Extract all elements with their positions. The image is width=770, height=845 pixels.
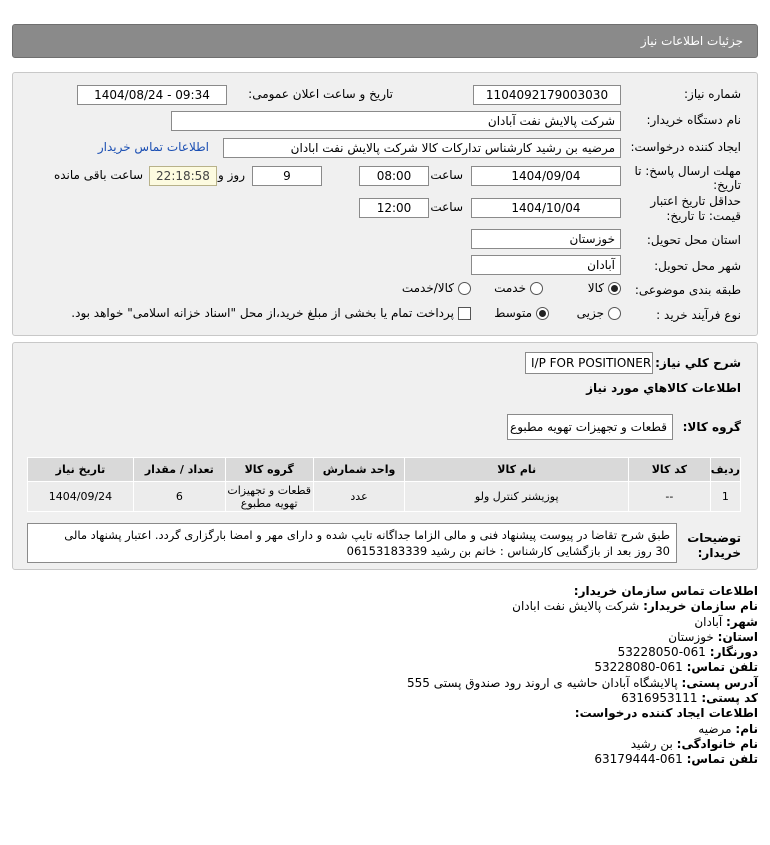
buyer-notes-line1: طبق شرح تقاضا در پیوست پیشنهاد فنی و مالی الزاما جداگانه تایپ شده و دارای مهر و امضا بارگزاری گردد. اعتبار پشنهاد مالی: [64, 528, 670, 542]
category-option-service[interactable]: خدمت: [494, 281, 543, 295]
col-name: نام کالا: [405, 458, 628, 482]
process-label: نوع فرآیند خرید :: [656, 308, 741, 322]
page-header: [12, 24, 758, 58]
city-label: شهر محل تحویل:: [654, 259, 741, 273]
col-date: تاریخ نیاز: [28, 458, 134, 482]
goods-info-title: اطلاعات كالاهاي مورد نياز: [586, 381, 741, 395]
col-qty: تعداد / مقدار: [133, 458, 225, 482]
cell-qty: 6: [133, 482, 225, 512]
cell-code: --: [628, 482, 710, 512]
city-field: آبادان: [471, 255, 621, 275]
contact-title: اطلاعات تماس سازمان خریدار:: [573, 584, 758, 598]
treasury-payment-checkbox[interactable]: پرداخت تمام یا بخشی از مبلغ خرید،از محل "اسناد خزانه اسلامی" خواهد بود.: [71, 306, 471, 320]
cell-index: 1: [710, 482, 740, 512]
contact-org-row: نام سازمان خریدار: شرکت پالایش نفت ابادان: [512, 599, 758, 614]
validity-time-label: ساعت: [430, 200, 463, 214]
validity-label-line2: قیمت: تا تاریخ:: [666, 209, 741, 223]
buyer-org-label: نام دستگاه خریدار:: [646, 113, 741, 127]
category-option-goods-service[interactable]: کالا/خدمت: [402, 281, 471, 295]
col-code: کد کالا: [628, 458, 710, 482]
col-index: ردیف: [710, 458, 740, 482]
buyer-notes-label-line1: توضیحات: [687, 531, 741, 545]
buyer-contact-link[interactable]: اطلاعات تماس خریدار: [97, 140, 209, 154]
validity-time-field: 12:00: [359, 198, 429, 218]
buyer-notes-box: [27, 523, 677, 563]
cell-unit: عدد: [313, 482, 405, 512]
province-field: خوزستان: [471, 229, 621, 249]
need-details-panel: [12, 72, 758, 336]
deadline-time-field: 08:00: [359, 166, 429, 186]
col-unit: واحد شمارش: [313, 458, 405, 482]
countdown-timer: 22:18:58: [149, 166, 217, 186]
process-option-medium[interactable]: متوسط: [494, 306, 549, 320]
summary-field: I/P FOR POSITIONER: [525, 352, 653, 374]
buyer-notes-line2: 30 روز بعد از بازگشایی کارشناس : خانم بن رشید 06153183339: [346, 544, 670, 558]
creator-last-name-row: نام خانوادگی: بن رشید: [630, 736, 758, 751]
radio-icon: [608, 307, 621, 320]
contact-info: [12, 584, 758, 768]
contact-city-row: شهر: آبادان: [694, 614, 758, 629]
goods-table: [27, 457, 741, 512]
radio-selected-icon: [608, 282, 621, 295]
validity-date-field: 1404/10/04: [471, 198, 621, 218]
announce-date-field: 1404/08/24 - 09:34: [77, 85, 227, 105]
contact-postal-row: کد پستی: 6316953111: [621, 691, 758, 706]
creator-first-name-row: نام: مرضیه: [698, 721, 758, 736]
cell-group: [225, 482, 313, 512]
remaining-days-field: 9: [252, 166, 322, 186]
table-row: [28, 482, 741, 512]
cell-group-line2: تهویه مطبوع: [240, 496, 298, 510]
goods-group-field: قطعات و تجهیزات تهویه مطبوع: [507, 414, 673, 440]
process-option-small[interactable]: جزیی: [577, 306, 621, 320]
deadline-date-field: 1404/09/04: [471, 166, 621, 186]
contact-province-row: استان: خوزستان: [668, 629, 758, 644]
need-number-label: شماره نیاز:: [684, 87, 741, 101]
contact-fax-row: دورنگار: 061-53228050: [617, 645, 758, 660]
creator-info-title: اطلاعات ایجاد کننده درخواست:: [574, 706, 758, 721]
goods-panel: [12, 342, 758, 570]
need-number-field: 1104092179003030: [473, 85, 621, 105]
contact-address-row: آدرس پستی: پالایشگاه آبادان حاشیه ی اروند رود صندوق پستی 555: [407, 675, 758, 690]
category-label: طبقه بندی موضوعی:: [634, 283, 741, 297]
goods-group-label: گروه کالا:: [682, 420, 741, 434]
cell-name: پوزیشنر کنترل ولو: [405, 482, 628, 512]
summary-label: شرح كلي نياز:: [655, 356, 741, 370]
checkbox-icon: [458, 307, 471, 320]
creator-field: مرضیه بن رشید کارشناس تدارکات کالا شرکت پالایش نفت ابادان: [223, 138, 621, 158]
contact-phone-row: تلفن تماس: 061-53228080: [594, 660, 758, 675]
creator-phone-row: تلفن تماس: 061-63179444: [594, 752, 758, 767]
announce-date-label: تاریخ و ساعت اعلان عمومی:: [248, 87, 393, 101]
cell-date: 1404/09/24: [28, 482, 134, 512]
creator-label: ایجاد کننده درخواست:: [630, 140, 741, 154]
remaining-label: ساعت باقی مانده: [53, 168, 143, 182]
table-header-row: [28, 458, 741, 482]
cell-group-line1: قطعات و تجهیزات: [227, 483, 311, 497]
col-group: گروه کالا: [225, 458, 313, 482]
page-title: جزئیات اطلاعات نیاز: [640, 34, 743, 48]
buyer-org-field: شرکت پالایش نفت آبادان: [171, 111, 621, 131]
validity-label-line1: حداقل تاریخ اعتبار: [650, 194, 741, 208]
days-label: روز و: [218, 168, 245, 182]
radio-icon: [530, 282, 543, 295]
deadline-time-label: ساعت: [430, 168, 463, 182]
deadline-label-line1: مهلت ارسال پاسخ: تا: [634, 164, 741, 178]
buyer-notes-label-line2: خریدار:: [697, 546, 741, 560]
radio-selected-icon: [536, 307, 549, 320]
deadline-label-line2: تاریخ:: [713, 178, 741, 192]
radio-icon: [458, 282, 471, 295]
province-label: استان محل تحویل:: [646, 233, 741, 247]
category-option-goods[interactable]: کالا: [588, 281, 621, 295]
